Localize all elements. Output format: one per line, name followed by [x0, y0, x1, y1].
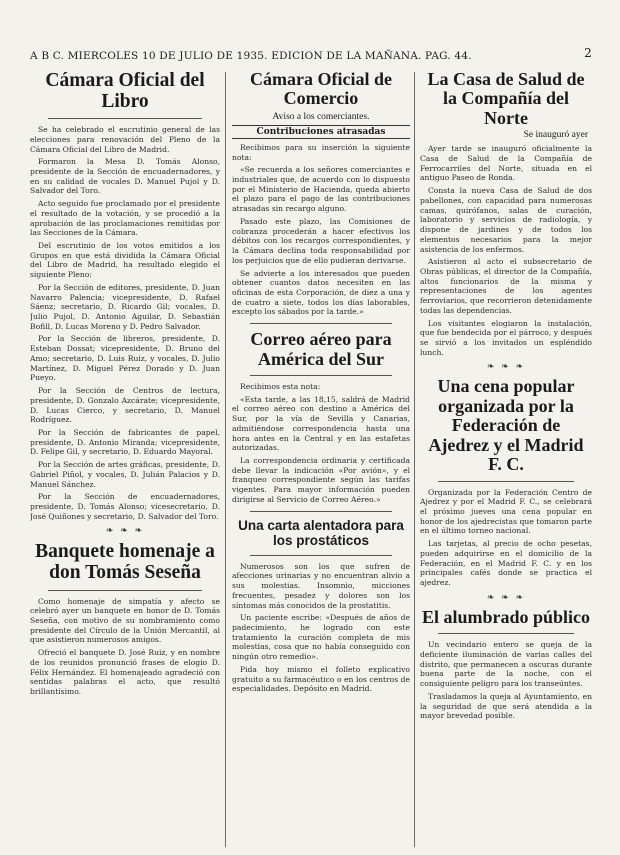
- masthead: [30, 46, 592, 68]
- masthead-line: A B C. MIERCOLES 10 DE JULIO DE 1935. EDICION DE LA MAÑANA. PAG. 44.: [30, 50, 472, 62]
- paragraph: Asistieron al acto el subsecretario de Obras públicas, el director de la Compañía, altos funcionarios de la misma y representaciones de los agentes ferroviarios, que recorrieron detenidamente todas las dependencias.: [420, 257, 592, 315]
- divider: [250, 511, 392, 512]
- divider: [438, 633, 574, 634]
- paragraph: Acto seguido fue proclamado por el presidente el resultado de la votación, y se procedió a la aprobación de las proclamaciones remitidas por las Secciones de la Cámara.: [30, 199, 220, 238]
- paragraph: Ofreció el banquete D. José Ruiz, y en nombre de los reunidos pronunció frases de elogio D. Félix Hernández. El homenajeado agradeció con sentidas palabras el acto, que resultó brillantísimo.: [30, 648, 220, 696]
- article-title: Correo aéreo para América del Sur: [250, 329, 392, 369]
- column-left: [30, 70, 220, 850]
- paragraph: Por la Sección de encuadernadores, presidente, D. Tomás Alonso; vicesecretario, D. José Quiñones y secretario, D. Salvador del Toro.: [30, 492, 220, 521]
- article-subtitle: Aviso a los comerciantes.: [272, 111, 370, 122]
- paragraph: Se advierte a los interesados que pueden obtener cuantos datos necesiten en las oficinas de esta Corporación, de diez a una y de cuatro a siete, todos los días laborables, excepto los sábados por la tarde.»: [232, 268, 410, 317]
- paragraph: Recibimos esta nota:: [240, 381, 321, 391]
- ornament-separator: ❧ ❧ ❧: [486, 592, 526, 603]
- article-title: Una cena popular organizada por la Federación de Ajedrez y el Madrid F. C.: [428, 376, 584, 475]
- article-title: La Casa de Salud de la Compañía del Norte: [427, 70, 585, 128]
- article-title: Banquete homenaje a don Tomás Seseña: [35, 541, 215, 584]
- paragraph: Un paciente escribe: «Después de años de padecimiento, he logrado con este tratamiento la curación completa de mis molestias, cosa que no había conseguido con ningún otro remedio».: [232, 613, 410, 662]
- ornament-separator: ❧ ❧ ❧: [486, 362, 526, 373]
- column-rule: [225, 72, 226, 847]
- page-number: 2: [584, 46, 592, 60]
- divider: [438, 481, 574, 482]
- paragraph: La correspondencia ordinaria y certificada debe llevar la indicación «Por avión», y el franqueo correspondiente según las tarifas vigentes. Para mayor información pueden dirigirse al Servicio de Correo Aéreo.»: [232, 456, 410, 504]
- paragraph: Por la Sección de fabricantes de papel, presidente, D. Antonio Miranda; vicepresidente, D. Felipe Gil, y secretario, D. Eduardo Mayoral.: [30, 427, 220, 457]
- divider: [48, 118, 202, 119]
- paragraph: Del escrutinio de los votos emitidos a los Grupos en que está dividida la Cámara Oficial del Libro de Madrid, ha resultado elegido el siguiente Pleno:: [30, 241, 220, 280]
- paragraph: Un vecindario entero se queja de la deficiente iluminación de varias calles del distrito, que permanecen a oscuras durante buena parte de la noche, con el consiguiente peligro para los transeúntes.: [420, 640, 592, 689]
- divider: [250, 323, 392, 324]
- paragraph: Como homenaje de simpatía y afecto se celebró ayer un banquete en honor de D. Tomás Seseña, con motivo de su nombramiento como presidente del Círculo de la Unión Mercantil, al que asistieron numerosos amigos.: [30, 596, 220, 645]
- ad-title: Una carta alentadora para los prostáticos: [238, 517, 404, 549]
- paragraph: Consta la nueva Casa de Salud de dos pabellones, con capacidad para numerosas camas, quirófanos, salas de curación, laboratorio y servicios de radiología, y dispone de jardines y de todos los elementos necesarios para la mejor asistencia de los enfermos.: [420, 186, 592, 254]
- article-title: Cámara Oficial de Comercio: [250, 70, 392, 109]
- paragraph: Por la Sección de artes gráficas, presidente, D. Gabriel Piñol, y vocales, D. Julián Palacios y D. Manuel Sánchez.: [30, 460, 220, 489]
- column-middle: [232, 70, 410, 850]
- paragraph: Los visitantes elogiaron la instalación, que fue bendecida por el párroco, y después se sirvió a los invitados un espléndido lunch.: [420, 318, 592, 357]
- paragraph: Por la Sección de libreros, presidente, D. Esteban Dossat; vicepresidente, D. Bruno del Amo; secretario, D. Luis Ruiz, y vocales, D. Julio Martínez, D. Miguel Pérez Dorado y D. Juan Pueyo.: [30, 334, 220, 383]
- divider: [250, 555, 392, 556]
- article-title: El alumbrado público: [421, 606, 591, 627]
- divider: [48, 590, 202, 591]
- paragraph: Pida hoy mismo el folleto explicativo gratuito a su farmacéutico o en los centros de especialidades. Depósito en Madrid.: [232, 664, 410, 694]
- paragraph: Numerosos son los que sufren de afecciones urinarias y no encuentran alivio a sus molestias. Insomnio, micciones frecuentes, pesadez y dolores son los síntomas más conocidos de la prostatitis.: [232, 561, 410, 610]
- paragraph: Pasado este plazo, las Comisiones de cobranza procederán a hacer efectivos los débitos con los recargos correspondientes, y la Cámara declina toda responsabilidad por los perjuicios que de ello pudieran derivarse.: [232, 216, 410, 265]
- paragraph: Formaron la Mesa D. Tomás Alonso, presidente de la Sección de encuadernadores, y en su calidad de vocales D. Manuel Pujol y D. Salvador del Toro.: [30, 157, 220, 196]
- column-rule: [414, 72, 415, 847]
- paragraph: Por la Sección de editores, presidente, D. Juan Navarro Palencia; vicepresidente, D. Rafael Sáenz; secretario, D. Ricardo Gil; vocales, D. Julio Pujol, D. Antonio Aguilar, D. Sebastián Bofill, D. Lucas Moreno y D. Pedro Salvador.: [30, 282, 220, 331]
- paragraph: Organizada por la Federación Centro de Ajedrez y por el Madrid F. C., se celebrará el próximo jueves una cena popular en honor de los ajedrecistas que tomaron parte en el último torneo nacional.: [420, 487, 592, 536]
- paragraph: Las tarjetas, al precio de ocho pesetas, pueden adquirirse en el domicilio de la Federación, en el Madrid F. C. y en los principales cafés donde se practica el ajedrez.: [420, 539, 592, 588]
- column-right: [420, 70, 592, 850]
- section-label: Contribuciones atrasadas: [232, 125, 410, 139]
- paragraph: «Esta tarde, a las 18,15, saldrá de Madrid el correo aéreo con destino a América del Sur, por la vía de Sevilla y Canarias, admitiéndose correspondencia hasta una hora antes en la Central y en las estafetas autorizadas.: [232, 394, 410, 453]
- paragraph: Ayer tarde se inauguró oficialmente la Casa de Salud de la Compañía de Ferrocarriles del Norte, situada en el antiguo Paseo de Ronda.: [420, 144, 592, 183]
- paragraph: Trasladamos la queja al Ayuntamiento, en la seguridad de que será atendida a la mayor brevedad posible.: [420, 691, 592, 721]
- article-subtitle: Se inauguró ayer: [523, 130, 588, 141]
- paragraph: Se ha celebrado el escrutinio general de las elecciones para renovación del Pleno de la Cámara Oficial del Libro de Madrid.: [30, 125, 220, 154]
- paragraph: Por la Sección de Centros de lectura, presidente, D. Gonzalo Azcárate; vicepresidente, D. Lucas Cierco, y secretario, D. Manuel Rodríguez.: [30, 386, 220, 425]
- paragraph: Recibimos para su inserción la siguiente nota:: [232, 142, 410, 162]
- divider: [250, 375, 392, 376]
- article-title: Cámara Oficial del Libro: [45, 70, 205, 113]
- paragraph: «Se recuerda a los señores comerciantes e industriales que, de acuerdo con lo dispuesto por el Ministerio de Hacienda, queda abierto el plazo para el pago de las contribuciones atrasadas sin recargo alguno.: [232, 165, 410, 214]
- ornament-separator: ❧ ❧ ❧: [105, 526, 145, 537]
